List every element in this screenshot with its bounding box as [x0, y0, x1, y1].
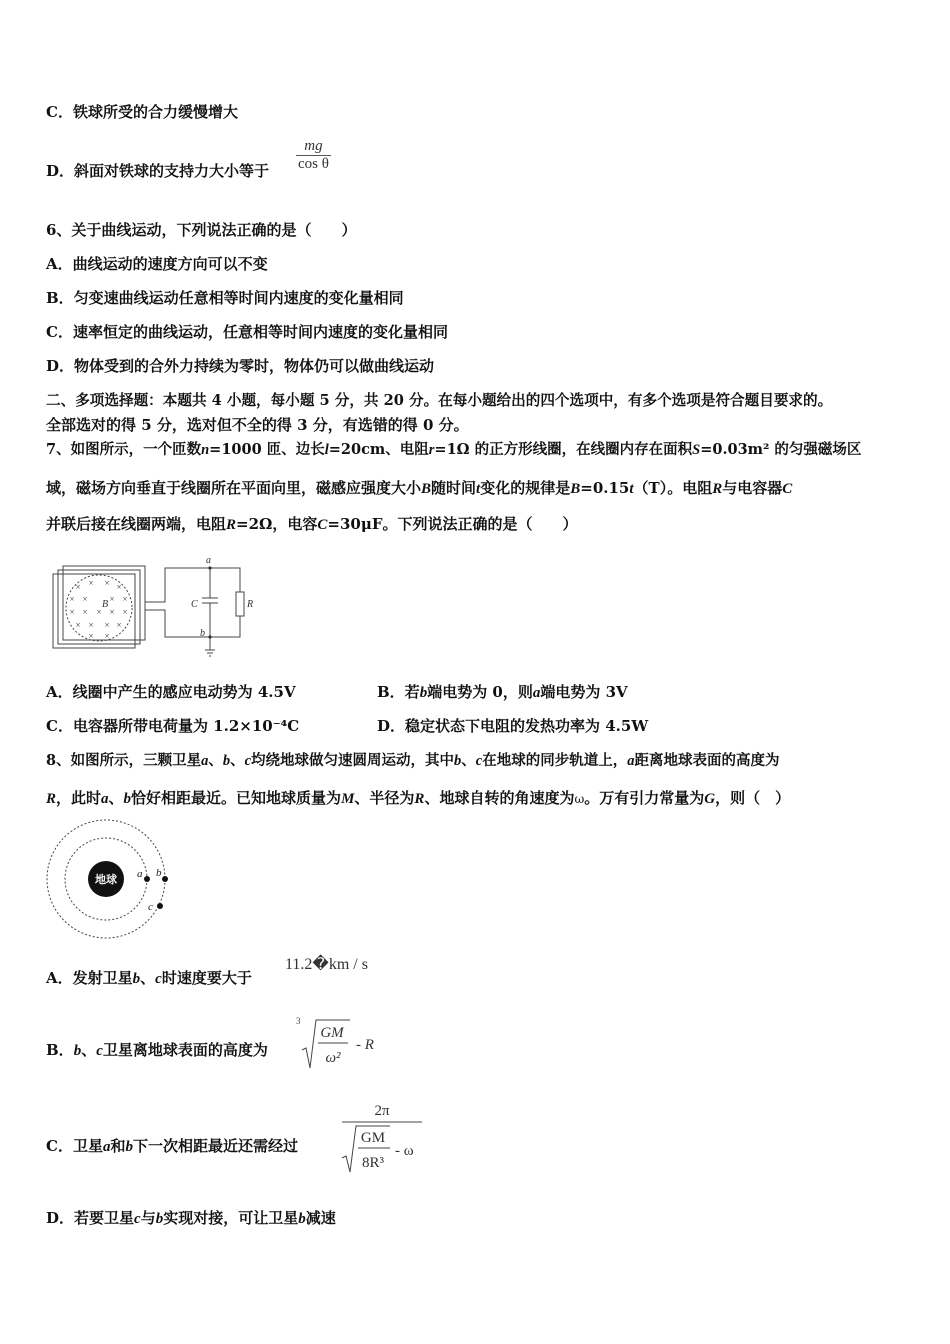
- q7-circuit-figure: [50, 552, 260, 664]
- earth-label: 地球: [95, 874, 117, 886]
- svg-text:×: ×: [88, 578, 94, 588]
- label-C: C: [191, 599, 198, 610]
- q7-stem-line2: 域，磁场方向垂直于线圈所在平面向里，磁感应强度大小B随时间t变化的规律是B=0.15t（T）。电阻R与电容器C: [46, 479, 793, 497]
- satellite-c: [157, 903, 163, 909]
- satellite-b: [162, 876, 168, 882]
- expression-tail: - ω: [395, 1143, 414, 1159]
- q7-option-b: B．若b端电势为 0，则a端电势为 3V: [377, 683, 628, 701]
- q6-option-a: A．曲线运动的速度方向可以不变: [46, 255, 268, 273]
- q8-option-b: B．b、c卫星离地球表面的高度为: [46, 1041, 268, 1059]
- q6-option-d: D．物体受到的合外力持续为零时，物体仍可以做曲线运动: [46, 357, 435, 375]
- q5-option-c: C．铁球所受的合力缓慢增大: [46, 103, 238, 121]
- q7-stem-line1: 7、如图所示，一个匝数n=1000 匝、边长l=20cm、电阻r=1Ω 的正方形线圈，在线圈内存在面积S=0.03m² 的匀强磁场区: [46, 441, 862, 458]
- q6-stem: 6、关于曲线运动，下列说法正确的是（ ）: [46, 221, 357, 239]
- label-B: B: [102, 599, 109, 610]
- resistor-symbol: [236, 592, 244, 616]
- q7-option-c: C．电容器所带电荷量为 1.2×10⁻⁴C: [46, 717, 300, 735]
- label-R: R: [247, 599, 254, 610]
- q8-stem-line1: 8、如图所示，三颗卫星a、b、c均绕地球做匀速圆周运动，其中b、c在地球的同步轨道上，a距离地球表面的高度为: [46, 752, 780, 769]
- q7-stem-line3: 并联后接在线圈两端，电阻R=2Ω，电容C=30μF。下列说法正确的是（ ）: [46, 515, 578, 533]
- label-b: b: [200, 628, 205, 639]
- label-a: a: [137, 868, 143, 880]
- svg-text:×: ×: [75, 582, 81, 592]
- inner-numerator: GM: [360, 1130, 386, 1146]
- expression-tail: - R: [356, 1037, 374, 1053]
- svg-text:×: ×: [82, 594, 88, 604]
- section2-heading-line2: 全部选对的得 5 分，选对但不全的得 3 分，有选错的得 0 分。: [46, 416, 469, 434]
- q8-stem-line2: R，此时a、b恰好相距最近。已知地球质量为M、半径为R、地球自转的角速度为ω。万有引力常量为G，则（ ）: [46, 789, 791, 807]
- svg-text:×: ×: [109, 594, 115, 604]
- fraction-numerator: mg: [296, 138, 331, 156]
- svg-text:×: ×: [104, 578, 110, 588]
- svg-text:×: ×: [104, 631, 110, 641]
- fraction-numerator: 2π: [374, 1103, 390, 1119]
- q5-option-d-text: D．斜面对铁球的支持力大小等于: [46, 162, 270, 180]
- svg-text:×: ×: [116, 582, 122, 592]
- svg-text:×: ×: [88, 620, 94, 630]
- svg-text:×: ×: [82, 607, 88, 617]
- section2-heading-line1: 二、多项选择题：本题共 4 小题，每小题 5 分，共 20 分。在每小题给出的四个选项中，有多个选项是符合题目要求的。: [46, 392, 833, 409]
- cube-root-index: 3: [296, 1016, 301, 1026]
- q8-option-d: D．若要卫星c与b实现对接，可让卫星b减速: [46, 1209, 336, 1227]
- label-a: a: [206, 555, 211, 566]
- q7-option-a: A．线圈中产生的感应电动势为 4.5V: [46, 683, 296, 701]
- satellite-a: [144, 876, 150, 882]
- inner-denominator: 8R³: [361, 1155, 385, 1171]
- q8-orbit-figure: [44, 818, 184, 942]
- label-b: b: [156, 867, 162, 879]
- svg-text:×: ×: [104, 620, 110, 630]
- q6-option-c: C．速率恒定的曲线运动，任意相等时间内速度的变化量相同: [46, 323, 448, 341]
- label-c: c: [148, 901, 153, 913]
- fraction-denominator: cos θ: [298, 156, 329, 172]
- q6-option-b: B．匀变速曲线运动任意相等时间内速度的变化量相同: [46, 289, 404, 307]
- svg-text:×: ×: [109, 607, 115, 617]
- fraction-denominator: ω²: [325, 1050, 341, 1066]
- svg-text:×: ×: [69, 607, 75, 617]
- q8-option-a-math: 11.2�km / s: [285, 956, 368, 973]
- q8-option-b-math: [294, 1012, 394, 1074]
- q5-option-d-fraction: [296, 138, 331, 173]
- svg-text:×: ×: [88, 631, 94, 641]
- q5-option-d: [46, 161, 269, 181]
- svg-text:×: ×: [96, 607, 102, 617]
- svg-text:×: ×: [69, 594, 75, 604]
- q8-option-c: C．卫星a和b下一次相距最近还需经过: [46, 1137, 298, 1155]
- q8-option-c-math: [340, 1096, 430, 1178]
- q8-option-a: A．发射卫星b、c时速度要大于: [46, 969, 252, 987]
- node-a: [208, 566, 211, 569]
- fraction-numerator: GM: [320, 1025, 344, 1041]
- node-b: [208, 635, 211, 638]
- q7-option-d: D．稳定状态下电阻的发热功率为 4.5W: [377, 717, 649, 735]
- svg-text:×: ×: [122, 594, 128, 604]
- svg-text:×: ×: [116, 620, 122, 630]
- svg-text:×: ×: [122, 607, 128, 617]
- svg-text:×: ×: [75, 620, 81, 630]
